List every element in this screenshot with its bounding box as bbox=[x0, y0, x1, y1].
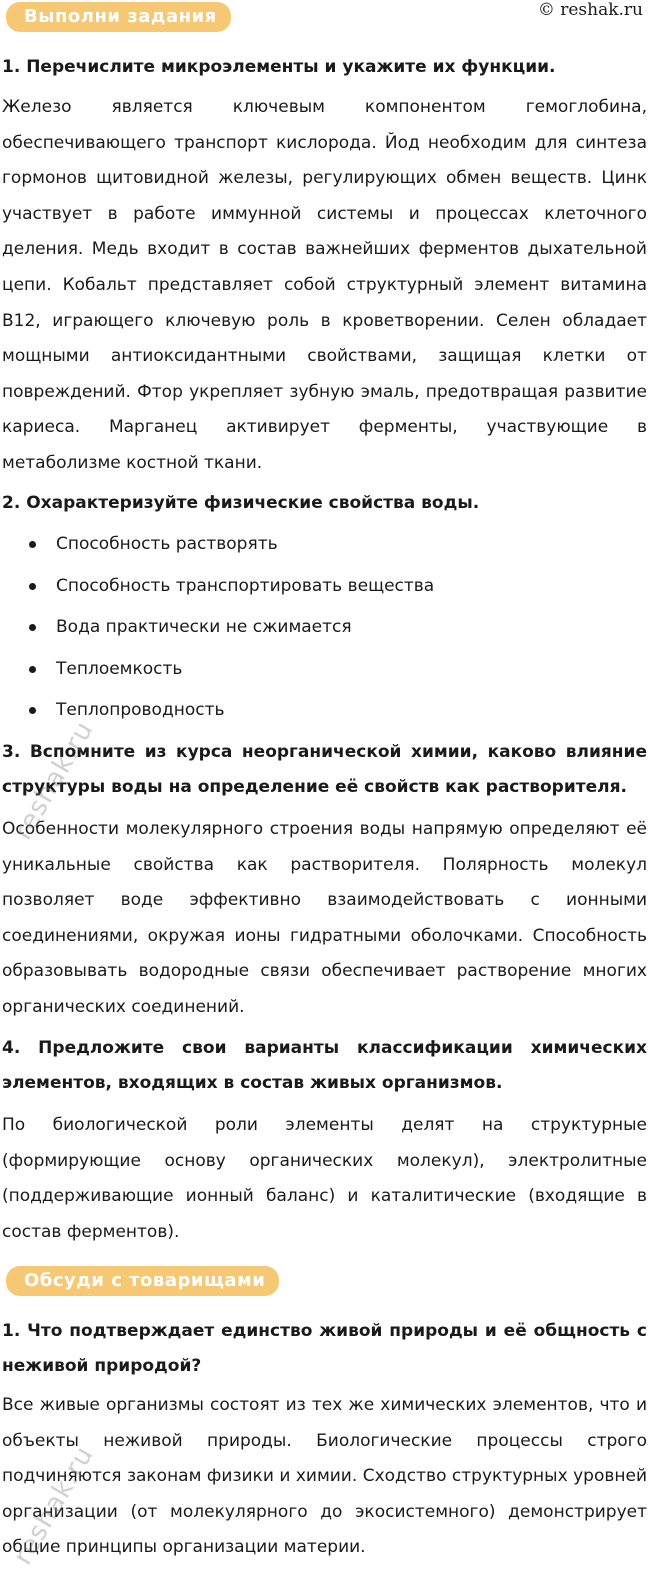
watermark: reshak.ru bbox=[8, 1441, 100, 1570]
discussion-question-1-heading: 1. Что подтверждает единство живой природы и её общность с неживой природой? bbox=[2, 1321, 647, 1376]
question-4-heading: 4. Предложите свои варианты классификации химических элементов, входящих в состав живых организмов. bbox=[2, 1038, 647, 1093]
list-item: Теплопроводность bbox=[0, 690, 620, 732]
bullet-icon bbox=[29, 666, 36, 673]
watermark: reshak.ru bbox=[8, 716, 100, 845]
list-item: Способность транспортировать вещества bbox=[0, 566, 620, 608]
copyright-label: © reshak.ru bbox=[537, 0, 643, 20]
list-item: Способность растворять bbox=[0, 524, 620, 566]
list-item: Теплоемкость bbox=[0, 649, 620, 691]
bullet-icon bbox=[29, 583, 36, 590]
bullet-icon bbox=[29, 707, 36, 714]
answer-1-text: Железо является ключевым компонентом гемоглобина, обеспечивающего транспорт кислорода. Йод необходим для синтеза гормонов щитовидной железы, регулирующих обмен веществ. Цинк участвует в работе иммунной системы и процессах клеточного деления. Медь входит в состав важнейших ферментов дыхательной цепи. Кобальт представляет собой структурный элемент витамина B12, играющего ключевую роль в кроветворении. Селен обладает мощными антиоксидантными свойствами, защищая клетки от повреждений. Фтор укрепляет зубную эмаль, предотвращая развитие кариеса. Марганец активирует ферменты, участвующие в метаболизме костной ткани. bbox=[2, 97, 647, 473]
bullet-icon bbox=[29, 541, 36, 548]
water-properties-list bbox=[0, 524, 620, 732]
list-item: Вода практически не сжимается bbox=[0, 607, 620, 649]
answer-4-text: По биологической роли элементы делят на структурные (формирующие основу органических молекул), электролитные (поддерживающие ионный баланс) и каталитические (входящие в состав ферментов). bbox=[2, 1115, 647, 1242]
section-badge-tasks: Выполни задания bbox=[6, 2, 231, 32]
section-badge-discuss: Обсуди с товарищами bbox=[6, 1266, 279, 1296]
question-2-heading: 2. Охарактеризуйте физические свойства воды. bbox=[2, 493, 480, 513]
bullet-icon bbox=[29, 624, 36, 631]
question-1-heading: 1. Перечислите микроэлементы и укажите их функции. bbox=[2, 57, 556, 77]
answer-3-text: Особенности молекулярного строения воды напрямую определяют её уникальные свойства как растворителя. Полярность молекул позволяет воде эффективно взаимодействовать с ионными соединениями, окружая ионы гидратными оболочками. Способность образовывать водородные связи обеспечивает растворение многих органических соединений. bbox=[2, 819, 647, 1017]
discussion-answer-1-text: Все живые организмы состоят из тех же химических элементов, что и объекты неживой природы. Биологические процессы строго подчиняются законам физики и химии. Сходство структурных уровней организации (от молекулярного до экосистемного) демонстрирует общие принципы организации материи. bbox=[2, 1395, 647, 1558]
question-3-heading: 3. Вспомните из курса неорганической химии, каково влияние структуры воды на определение её свойств как растворителя. bbox=[2, 742, 647, 797]
